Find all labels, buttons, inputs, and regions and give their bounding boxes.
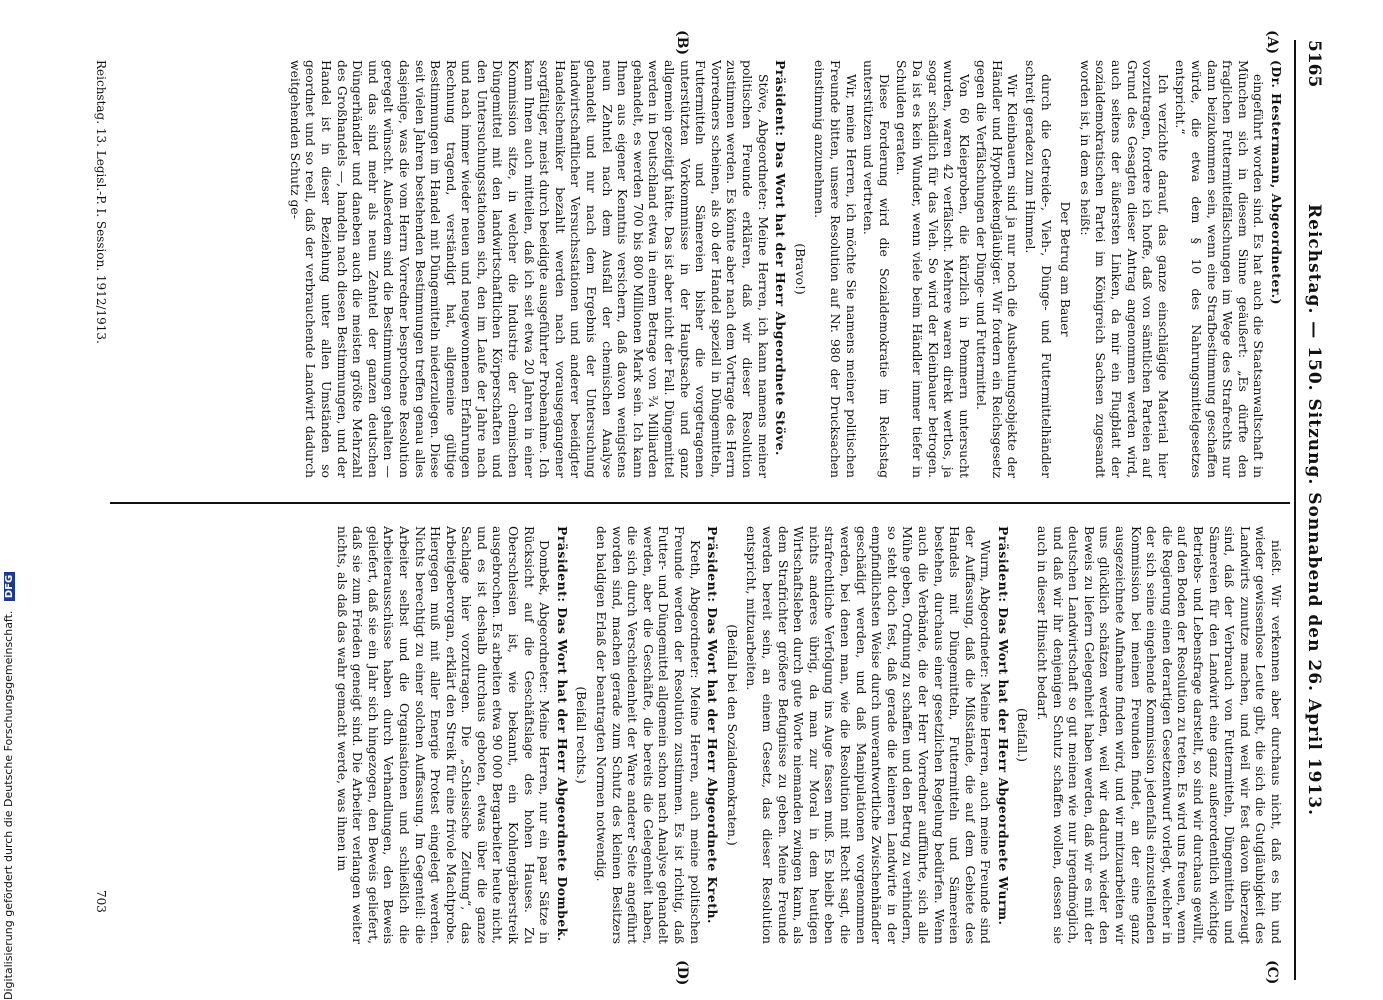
speech-paragraph: Ich verzichte darauf, das ganze einschlägige Material hier vorzutragen, fordere ich hoffe, daß von sämtlichen Parteien auf Grund des Gesagten dieser Antrag angenommen werden wird, auch seitens der äußersten Linken, da mir ein Flugblatt der sozialdemokratischen Partei im Königreich Sachsen zugesandt worden ist, in dem es heißt: bbox=[1077, 60, 1171, 478]
speech-paragraph: Dombek, Abgeordneter: Meine Herren, nur ein paar Sätze in Rücksicht auf die Geschäftslage des hohen Hauses. Zu Oberschlesien ist, wie bekannt, ein Kohlengräberstreik ausgebrochen. Es arbeiten etwa 90 000 Bergarbeiter heute nicht, und es ist deshalb durchaus geboten, etwas über die ganze Sachlage hier vorzutragen. Die „Schlesische Zeitung“, das Arbeitgeberorgan, erklärt den Streik für eine frivole Machtprobe. Hiergegen muß mit aller Energie Protest eingelegt werden. Nichts berechtigt zu einer solchen Auffassung. Im Gegenteil: die Arbeiter selbst und die Organisationen und schließlich die Arbeiterausschüsse haben durch Verhandlungen, den Beweis geliefert, daß sie ein Jahr sich hingezogen, den Beweis geliefert, daß sie zum Frieden geneigt sind. Die Arbeiter verlangen weiter nichts, als daß das wahr gemacht werde, was ihnen im bbox=[334, 526, 553, 944]
speech-paragraph: Wir, meine Herren, ich möchte Sie namens meiner politischen Freunde bitten, unsere Resolution auf Nr. 980 der Drucksachen einstimmig anzunehmen. bbox=[812, 60, 859, 478]
credit-text: Digitalisierung gefördert durch die Deutsche Forschungsgemeinschaft. bbox=[2, 610, 15, 1000]
speaker-line: Präsident: Das Wort hat der Herr Abgeordnete Dombek. bbox=[554, 526, 570, 942]
speaker-line: Präsident: Das Wort hat der Herr Abgeordnete Stöve. bbox=[773, 60, 789, 456]
digitization-credit bbox=[2, 572, 15, 1000]
stage-direction: (Beifall.) bbox=[1015, 708, 1031, 762]
left-column bbox=[114, 60, 1284, 478]
page-number: 5165 bbox=[1304, 40, 1324, 88]
speech-paragraph: nießt. Wir verkennen aber durchaus nicht, daß es hin und wieder gewissenlose Leute gibt, die sich die Gutgläubigkeit des Landwirts zunutze machen, und weil wir fest davon überzeugt sind, daß der Verbrauch von Futtermitteln, Düngemitteln und Sämereien für den Landwirt eine ganz außerordentlich wichtige Betriebs- und Lebensfrage darstellt, so sind wir durchaus gewillt, auf den Boden der Resolution zu treten. Es wird uns freuen, wenn die Regierung einen derartigen Gesetzentwurf vorlegt, welcher in der sich seine eingehende Kommission jedenfalls einzustellenden Kommission bei meinen Freunden findet, an der eine ganz ausgezeichnete Aufnahme finden wird, und wir mitzuarbeiten wir uns glücklich schätzen werden, weil wir dadurch wieder den Beweis zu liefern Gelegenheit haben werden, daß wir es mit der deutschen Landwirtschaft so gut meinen wie nur irgendmöglich, und daß wir ihr denjenigen Schutz schaffen wollen, dessen sie auch in dieser Hinsicht bedarf. bbox=[1035, 526, 1284, 944]
footer-session-info: Reichstag. 13. Legisl.-P. I. Session. 1912/1913. bbox=[94, 60, 108, 344]
speech-paragraph: Wurm, Abgeordneter: Meine Herren, auch meine Freunde sind der Auffassung, daß die Mißstände, die auf dem Gebiete des Handels mit Düngemitteln, Futtermitteln und Sämereien bestehen, durchaus einer gesetzlichen Regelung bedürfen. Wenn auch die Verbände, die der Herr Vorredner aufführte, sich alle Mühe geben, Ordnung zu schaffen und den Betrug zu verhindern, so steht doch fest, daß gerade die kleineren Landwirte in der empfindlichsten Weise durch unverantwortliche Zwischenhändler geschädigt werden, und daß Manipulationen vorgenommen werden, bei denen man, wie die Resolution mit Recht sagt, die strafrechtliche Verfolgung ins Auge fassen muß. Es bleibt eben nichts anderes übrig, da man zur Moral in dem heutigen Wirtschaftsleben durch gute Worte niemanden zwingen kann, als dem Strafrichter größere Befugnisse zu geben. Meine Freunde werden bereit sein, an einem Gesetz, das dieser Resolution entspricht, mitzuarbeiten. bbox=[744, 526, 994, 944]
column-divider bbox=[110, 502, 1290, 504]
page-title: Reichstag. — 150. Sitzung. Sonnabend den 26. April 1913. bbox=[1304, 204, 1324, 816]
margin-mark-b: (B) bbox=[674, 30, 690, 56]
speaker-line: Präsident: Das Wort hat der Herr Abgeordnete Wurm. bbox=[995, 526, 1011, 926]
speech-paragraph: Kreth, Abgeordneter: Meine Herren, auch meine politischen Freunde werden der Resolution zustimmen. Es ist richtig, daß Futter- und Düngemittel allgemein schon nach Analyse gehandelt werden, aber die Geschäfte, die bereits die Gelegenheit haben, die sich durch Verschiedenheit der Ware anderer Seite angeführt worden sind, machen gerade zum Schutz des kleinen Besitzers den baldigen Erlaß der beantragten Normen notwendig. bbox=[594, 526, 703, 944]
stage-direction: (Beifall rechts.) bbox=[574, 686, 590, 784]
margin-mark-a: (A) bbox=[1264, 30, 1280, 55]
right-column bbox=[114, 526, 1284, 944]
page-header bbox=[1294, 40, 1330, 980]
margin-mark-d: (D) bbox=[674, 960, 690, 986]
speech-paragraph: Diese Forderung wird die Sozialdemokratie im Reichstag unterstützen und vertreten. bbox=[861, 60, 892, 478]
speaker-line: (Dr. Hestermann, Abgeordneter.) bbox=[1269, 60, 1284, 305]
speech-paragraph: Von 60 Kleieproben, die kürzlich in Pommern untersucht wurden, waren 42 verfälscht. Mehrere waren direkt wertlos, ja sogar schädlich für das Vieh. So wird der Kleinbauer betrogen. Da ist es kein Wunder, wenn viele beim Händler immer tiefer in Schulden geraten. bbox=[894, 60, 972, 478]
stage-direction: Der Betrug am Bauer bbox=[1058, 201, 1074, 337]
dfg-logo-icon: DFG bbox=[4, 572, 15, 601]
speaker-line: Präsident: Das Wort hat der Herr Abgeordnete Kreth. bbox=[705, 526, 721, 924]
footer-sheet-number: 703 bbox=[94, 890, 108, 913]
speech-paragraph: durch die Getreide-, Vieh-, Dünge- und Futtermittelhändler schreit geradezu zum Himmel. bbox=[1023, 60, 1054, 478]
stage-direction: (Beifall bei den Sozialdemokraten.) bbox=[724, 624, 740, 846]
speech-paragraph: Wir Kleinbauern sind ja nur noch die Ausbeutungsobjekte der Händler und Hypothekengläubiger. Wir fordern ein Reichsgesetz gegen die Verfälschungen der Dünge- und Futtermittel. bbox=[974, 60, 1021, 478]
speech-paragraph: eingeführt worden sind. Es hat auch die Staatsanwaltschaft in München sich in diesem Sinne geäußert: „Es dürfte den fraglichen Futtermittelfälschungen im Wege des Strafrechts nur dann beizukommen sein, wenn eine Strafbestimmung geschaffen würde, die etwa dem § 10 des Nahrungsmittelgesetzes entspricht.“ bbox=[1173, 60, 1267, 478]
stage-direction: (Bravo!) bbox=[792, 243, 808, 295]
document-page bbox=[70, 30, 1330, 990]
margin-mark-c: (C) bbox=[1264, 960, 1280, 985]
speech-paragraph: Stöve, Abgeordneter: Meine Herren, ich kann namens meiner politischen Freunde erklären, daß wir dieser Resolution zustimmen werden. Es könnte aber nach dem Vortrage des Herrn Vorredners scheinen, als ob der Handel speziell in Düngemitteln, Futtermitteln und Sämereien bisher die vorgetragenen unterstützten Vorkommnisse in der Hauptsache und ganz allgemein gezeitigt hätte. Das ist aber nicht der Fall. Düngemittel werden in Deutschland etwa in einem Betrage von ¾ Milliarden gehandelt, es werden 700 bis 800 Millionen Mark sein. Ich kann Ihnen aus eigener Kenntnis versichern, daß davon wenigstens neun Zehntel nach dem Ausfall der chemischen Analyse gehandelt und nur nach dem Ergebnis der Untersuchung landwirtschaftlicher Versuchsstationen und anderer beeidigter Handelschemiker bezahlt werden nach vorausgegangener sorgfältiger, meist durch beeidigte ausgeführter Probenahme. Ich kann Ihnen auch mitteilen, daß ich seit etwa 20 Jahren in einer Kommission sitze, in welcher die Industrie der chemischen Düngemittel mit den landwirtschaftlichen Körperschaften und den Untersuchungsstationen sich, den im Laufe der Jahre nach und nach immer wieder neuen und neugewonnenen Erfahrungen Rechnung tragend, verständigt hat, allgemeine gültige Bestimmungen im Handel mit Düngemitteln niederzulegen. Diese seit vielen Jahren bestehenden Bestimmungen treffen genau alles dasjenige, was die vom Herrn Vorredner besprochene Resolution geregelt wünscht. Außerdem sind die Bestimmungen gehalten — und das sind mehr als neun Zehntel der ganzen deutschen Düngerhändler und daneben auch die meisten größte Mehrzahl des Großhandels —, handeln nach diesen Bestimmungen, und der Handel ist in dieser Beziehung unter allen Umständen so geordnet und so reell, daß der verbrauchende Landwirt dadurch weitgehenden Schutz ge- bbox=[287, 60, 771, 478]
